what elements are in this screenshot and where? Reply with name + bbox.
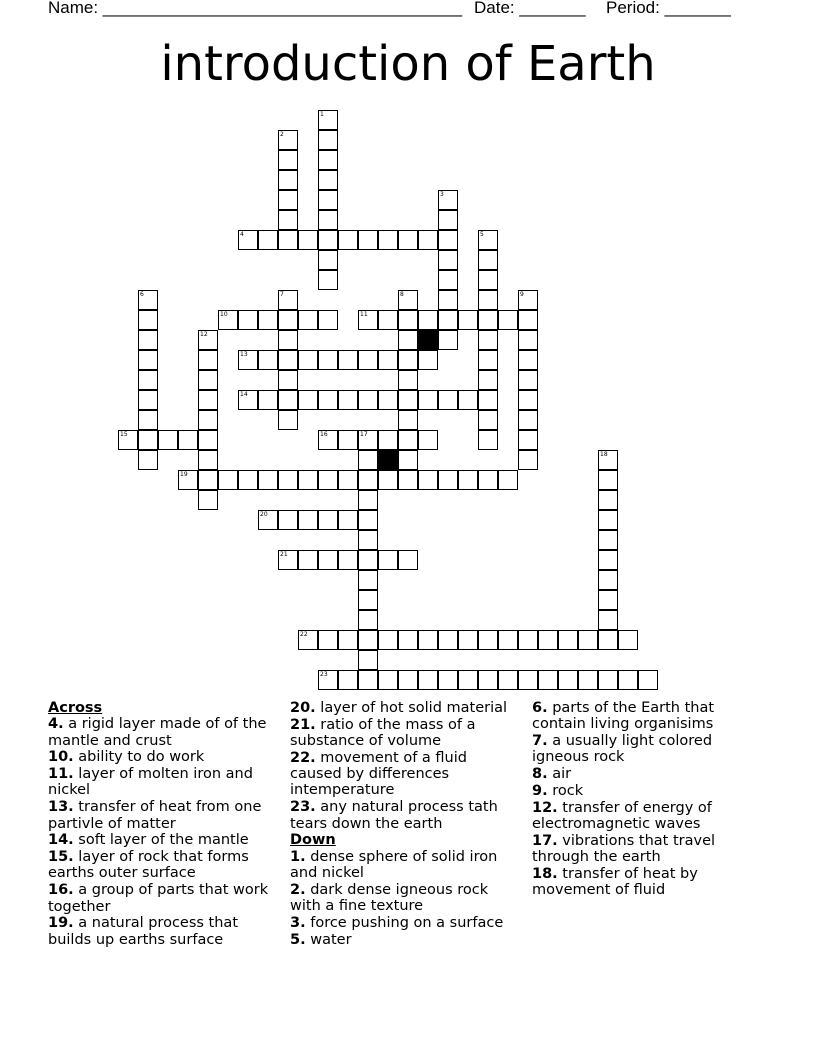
clue-down-17: 17. vibrations that travel through the earth	[532, 832, 716, 866]
grid-cell[interactable]	[478, 230, 498, 250]
grid-cell[interactable]	[278, 550, 298, 570]
grid-cell[interactable]	[518, 350, 538, 370]
grid-cell[interactable]	[278, 510, 298, 530]
grid-cell[interactable]	[378, 350, 398, 370]
grid-cell[interactable]	[438, 630, 458, 650]
grid-cell[interactable]	[598, 630, 618, 650]
grid-cell[interactable]	[478, 270, 498, 290]
grid-cell[interactable]	[278, 230, 298, 250]
grid-cell[interactable]	[318, 470, 338, 490]
grid-cell[interactable]	[278, 470, 298, 490]
grid-cell[interactable]	[418, 230, 438, 250]
grid-cell[interactable]	[378, 310, 398, 330]
grid-cell[interactable]	[598, 610, 618, 630]
grid-cell[interactable]	[518, 430, 538, 450]
grid-cell[interactable]	[378, 230, 398, 250]
across-heading: Across	[48, 700, 103, 716]
grid-cell[interactable]	[278, 390, 298, 410]
clue-number: 18	[600, 451, 608, 458]
grid-cell[interactable]	[358, 430, 378, 450]
grid-cell[interactable]	[138, 430, 158, 450]
grid-cell[interactable]	[138, 390, 158, 410]
grid-cell[interactable]	[358, 490, 378, 510]
grid-cell[interactable]	[178, 470, 198, 490]
grid-cell[interactable]	[138, 370, 158, 390]
grid-cell[interactable]	[338, 430, 358, 450]
grid-cell[interactable]	[318, 230, 338, 250]
grid-cell[interactable]	[358, 510, 378, 530]
grid-cell[interactable]	[198, 390, 218, 410]
grid-cell[interactable]	[358, 310, 378, 330]
grid-cell[interactable]	[398, 450, 418, 470]
grid-cell[interactable]	[458, 470, 478, 490]
clue-across-23: 23. any natural process tath tears down the earth	[290, 799, 498, 832]
grid-cell[interactable]	[338, 230, 358, 250]
clue-number: 9	[520, 291, 524, 298]
grid-cell[interactable]	[138, 330, 158, 350]
clue-number: 2	[280, 131, 284, 138]
grid-cell[interactable]	[298, 390, 318, 410]
grid-cell[interactable]	[298, 230, 318, 250]
grid-cell[interactable]	[198, 450, 218, 470]
grid-cell[interactable]	[278, 130, 298, 150]
grid-cell[interactable]	[518, 310, 538, 330]
grid-cell[interactable]	[358, 610, 378, 630]
grid-cell[interactable]	[358, 390, 378, 410]
clue-number: 20	[260, 511, 268, 518]
grid-cell[interactable]	[278, 290, 298, 310]
grid-cell[interactable]	[638, 670, 658, 690]
grid-cell[interactable]	[278, 310, 298, 330]
black-cell	[418, 330, 438, 350]
grid-cell[interactable]	[478, 310, 498, 330]
clue-across-20: 20. layer of hot solid material	[290, 700, 508, 716]
clue-number: 13	[240, 351, 248, 358]
name-field[interactable]: Name: ______________________________________	[48, 0, 463, 17]
grid-cell[interactable]	[558, 630, 578, 650]
date-field[interactable]: Date: _______	[474, 0, 586, 17]
clue-number: 10	[220, 311, 228, 318]
grid-cell[interactable]	[418, 310, 438, 330]
grid-cell[interactable]	[438, 190, 458, 210]
grid-cell[interactable]	[138, 410, 158, 430]
grid-cell[interactable]	[178, 430, 198, 450]
grid-cell[interactable]	[318, 170, 338, 190]
grid-cell[interactable]	[338, 470, 358, 490]
grid-cell[interactable]	[278, 350, 298, 370]
grid-cell[interactable]	[318, 150, 338, 170]
grid-cell[interactable]	[318, 510, 338, 530]
grid-cell[interactable]	[478, 430, 498, 450]
grid-cell[interactable]	[598, 470, 618, 490]
grid-cell[interactable]	[418, 350, 438, 370]
grid-cell[interactable]	[598, 670, 618, 690]
clue-down-8: 8. air	[532, 766, 572, 783]
grid-cell[interactable]	[298, 350, 318, 370]
grid-cell[interactable]	[358, 550, 378, 570]
grid-cell[interactable]	[438, 670, 458, 690]
clue-down-9: 9. rock	[532, 782, 584, 799]
grid-cell[interactable]	[398, 670, 418, 690]
grid-cell[interactable]	[618, 670, 638, 690]
grid-cell[interactable]	[298, 510, 318, 530]
clue-number: 22	[300, 631, 308, 638]
grid-cell[interactable]	[518, 390, 538, 410]
grid-cell[interactable]	[238, 390, 258, 410]
clue-across-11: 11. layer of molten iron and nickel	[48, 766, 253, 799]
clue-down-7: 7. a usually light colored igneous rock	[532, 733, 713, 766]
grid-cell[interactable]	[278, 210, 298, 230]
grid-cell[interactable]	[398, 290, 418, 310]
clue-across-19: 19. a natural process that builds up earths surface	[48, 915, 239, 948]
grid-cell[interactable]	[418, 430, 438, 450]
clue-number: 1	[320, 111, 324, 118]
grid-cell[interactable]	[138, 290, 158, 310]
grid-cell[interactable]	[438, 290, 458, 310]
grid-cell[interactable]	[278, 170, 298, 190]
grid-cell[interactable]	[278, 410, 298, 430]
grid-cell[interactable]	[318, 250, 338, 270]
grid-cell[interactable]	[318, 550, 338, 570]
grid-cell[interactable]	[518, 450, 538, 470]
clue-number: 23	[320, 671, 328, 678]
grid-cell[interactable]	[438, 230, 458, 250]
clue-number: 19	[180, 471, 188, 478]
across-clues-column-1	[48, 700, 284, 948]
grid-cell[interactable]	[578, 630, 598, 650]
clue-number: 5	[480, 231, 484, 238]
grid-cell[interactable]	[258, 350, 278, 370]
grid-cell[interactable]	[398, 330, 418, 350]
grid-cell[interactable]	[318, 390, 338, 410]
grid-cell[interactable]	[478, 470, 498, 490]
grid-cell[interactable]	[138, 350, 158, 370]
grid-cell[interactable]	[318, 430, 338, 450]
clue-number: 14	[240, 391, 248, 398]
clue-number: 4	[240, 231, 244, 238]
grid-cell[interactable]	[478, 250, 498, 270]
grid-cell[interactable]	[338, 350, 358, 370]
clue-number: 16	[320, 431, 328, 438]
grid-cell[interactable]	[398, 550, 418, 570]
grid-cell[interactable]	[338, 550, 358, 570]
grid-cell[interactable]	[618, 630, 638, 650]
grid-cell[interactable]	[298, 630, 318, 650]
clue-down-12: 12. transfer of energy of electromagnetic waves	[532, 799, 712, 833]
grid-cell[interactable]	[378, 670, 398, 690]
grid-cell[interactable]	[298, 470, 318, 490]
grid-cell[interactable]	[258, 230, 278, 250]
clue-across-10: 10. ability to do work	[48, 749, 205, 766]
grid-cell[interactable]	[578, 670, 598, 690]
grid-cell[interactable]	[598, 450, 618, 470]
grid-cell[interactable]	[238, 470, 258, 490]
grid-cell[interactable]	[198, 430, 218, 450]
grid-cell[interactable]	[278, 330, 298, 350]
grid-cell[interactable]	[358, 450, 378, 470]
grid-cell[interactable]	[278, 190, 298, 210]
grid-cell[interactable]	[598, 590, 618, 610]
grid-cell[interactable]	[278, 370, 298, 390]
grid-cell[interactable]	[318, 210, 338, 230]
clue-down-1: 1. dense sphere of solid iron and nickel	[290, 848, 498, 881]
grid-cell[interactable]	[378, 630, 398, 650]
grid-cell[interactable]	[258, 510, 278, 530]
grid-cell[interactable]	[398, 410, 418, 430]
grid-cell[interactable]	[358, 630, 378, 650]
grid-cell[interactable]	[518, 370, 538, 390]
grid-cell[interactable]	[218, 470, 238, 490]
grid-cell[interactable]	[458, 630, 478, 650]
grid-cell[interactable]	[478, 390, 498, 410]
grid-cell[interactable]	[498, 630, 518, 650]
grid-cell[interactable]	[338, 630, 358, 650]
grid-cell[interactable]	[338, 670, 358, 690]
grid-cell[interactable]	[478, 410, 498, 430]
clue-across-15: 15. layer of rock that forms earths outer surface	[48, 849, 249, 882]
clue-number: 11	[360, 311, 368, 318]
grid-cell[interactable]	[418, 470, 438, 490]
grid-cell[interactable]	[518, 630, 538, 650]
down-heading: Down	[290, 832, 336, 849]
grid-cell[interactable]	[198, 490, 218, 510]
down-clues-column-3	[532, 700, 772, 899]
grid-cell[interactable]	[418, 630, 438, 650]
clue-across-4: 4. a rigid layer made of of the mantle and crust	[48, 716, 267, 749]
grid-cell[interactable]	[338, 510, 358, 530]
grid-cell[interactable]	[338, 390, 358, 410]
grid-cell[interactable]	[138, 450, 158, 470]
grid-cell[interactable]	[518, 410, 538, 430]
grid-cell[interactable]	[238, 350, 258, 370]
grid-cell[interactable]	[118, 430, 138, 450]
grid-cell[interactable]	[218, 310, 238, 330]
grid-cell[interactable]	[358, 570, 378, 590]
clue-across-22: 22. movement of a fluid caused by differences intemperature	[290, 749, 467, 799]
grid-cell[interactable]	[358, 350, 378, 370]
clue-across-16: 16. a group of parts that work together	[48, 882, 269, 915]
grid-cell[interactable]	[318, 270, 338, 290]
clue-number: 21	[280, 551, 288, 558]
grid-cell[interactable]	[598, 490, 618, 510]
grid-cell[interactable]	[238, 230, 258, 250]
grid-cell[interactable]	[358, 670, 378, 690]
grid-cell[interactable]	[278, 150, 298, 170]
grid-cell[interactable]	[198, 370, 218, 390]
grid-cell[interactable]	[318, 110, 338, 130]
grid-cell[interactable]	[198, 410, 218, 430]
clue-down-6: 6. parts of the Earth that contain living organisims	[532, 700, 715, 733]
grid-cell[interactable]	[158, 430, 178, 450]
grid-cell[interactable]	[378, 470, 398, 490]
grid-cell[interactable]	[438, 310, 458, 330]
grid-cell[interactable]	[418, 390, 438, 410]
grid-cell[interactable]	[598, 530, 618, 550]
grid-cell[interactable]	[318, 630, 338, 650]
grid-cell[interactable]	[458, 310, 478, 330]
clue-number: 8	[400, 291, 404, 298]
grid-cell[interactable]	[438, 250, 458, 270]
grid-cell[interactable]	[598, 550, 618, 570]
clue-number: 12	[200, 331, 208, 338]
grid-cell[interactable]	[498, 670, 518, 690]
grid-cell[interactable]	[478, 370, 498, 390]
clue-number: 7	[280, 291, 284, 298]
grid-cell[interactable]	[498, 310, 518, 330]
grid-cell[interactable]	[458, 390, 478, 410]
grid-cell[interactable]	[398, 630, 418, 650]
grid-cell[interactable]	[478, 670, 498, 690]
grid-cell[interactable]	[198, 350, 218, 370]
grid-cell[interactable]	[418, 670, 438, 690]
grid-cell[interactable]	[138, 310, 158, 330]
clue-across-21: 21. ratio of the mass of a substance of volume	[290, 716, 476, 750]
grid-cell[interactable]	[438, 330, 458, 350]
grid-cell[interactable]	[378, 550, 398, 570]
clue-number: 15	[120, 431, 128, 438]
grid-cell[interactable]	[258, 470, 278, 490]
grid-cell[interactable]	[318, 350, 338, 370]
clue-number: 3	[440, 191, 444, 198]
grid-cell[interactable]	[478, 630, 498, 650]
grid-cell[interactable]	[198, 330, 218, 350]
grid-cell[interactable]	[598, 570, 618, 590]
grid-cell[interactable]	[398, 390, 418, 410]
grid-cell[interactable]	[498, 470, 518, 490]
grid-cell[interactable]	[358, 470, 378, 490]
grid-cell[interactable]	[438, 210, 458, 230]
grid-cell[interactable]	[378, 430, 398, 450]
grid-cell[interactable]	[398, 310, 418, 330]
clues-column-2	[290, 700, 522, 948]
grid-cell[interactable]	[298, 550, 318, 570]
grid-cell[interactable]	[478, 330, 498, 350]
grid-cell[interactable]	[358, 530, 378, 550]
grid-cell[interactable]	[518, 290, 538, 310]
clue-down-18: 18. transfer of heat by movement of fluid	[532, 865, 698, 899]
period-field[interactable]: Period: _______	[606, 0, 731, 17]
grid-cell[interactable]	[398, 370, 418, 390]
grid-cell[interactable]	[378, 390, 398, 410]
clue-across-13: 13. transfer of heat from one partivle of matter	[48, 799, 262, 832]
grid-cell[interactable]	[358, 230, 378, 250]
grid-cell[interactable]	[438, 390, 458, 410]
grid-cell[interactable]	[318, 190, 338, 210]
puzzle-title: introduction of Earth	[160, 36, 656, 92]
grid-cell[interactable]	[398, 350, 418, 370]
grid-cell[interactable]	[238, 310, 258, 330]
grid-cell[interactable]	[258, 310, 278, 330]
clue-down-5: 5. water	[290, 931, 352, 948]
grid-cell[interactable]	[438, 470, 458, 490]
grid-cell[interactable]	[318, 310, 338, 330]
grid-cell[interactable]	[198, 470, 218, 490]
grid-cell[interactable]	[518, 670, 538, 690]
grid-cell[interactable]	[518, 330, 538, 350]
clue-down-2: 2. dark dense igneous rock with a fine texture	[290, 881, 489, 915]
clue-across-14: 14. soft layer of the mantle	[48, 832, 249, 849]
black-cell	[378, 450, 398, 470]
grid-cell[interactable]	[258, 390, 278, 410]
grid-cell[interactable]	[358, 590, 378, 610]
grid-cell[interactable]	[318, 670, 338, 690]
grid-cell[interactable]	[538, 670, 558, 690]
grid-cell[interactable]	[458, 670, 478, 690]
grid-cell[interactable]	[318, 130, 338, 150]
clue-number: 6	[140, 291, 144, 298]
grid-cell[interactable]	[478, 290, 498, 310]
grid-cell[interactable]	[398, 230, 418, 250]
grid-cell[interactable]	[298, 310, 318, 330]
grid-cell[interactable]	[438, 270, 458, 290]
grid-cell[interactable]	[398, 430, 418, 450]
grid-cell[interactable]	[398, 470, 418, 490]
clue-down-3: 3. force pushing on a surface	[290, 914, 504, 931]
grid-cell[interactable]	[478, 350, 498, 370]
clue-number: 17	[360, 431, 368, 438]
grid-cell[interactable]	[538, 630, 558, 650]
grid-cell[interactable]	[598, 510, 618, 530]
grid-cell[interactable]	[558, 670, 578, 690]
grid-cell[interactable]	[358, 650, 378, 670]
